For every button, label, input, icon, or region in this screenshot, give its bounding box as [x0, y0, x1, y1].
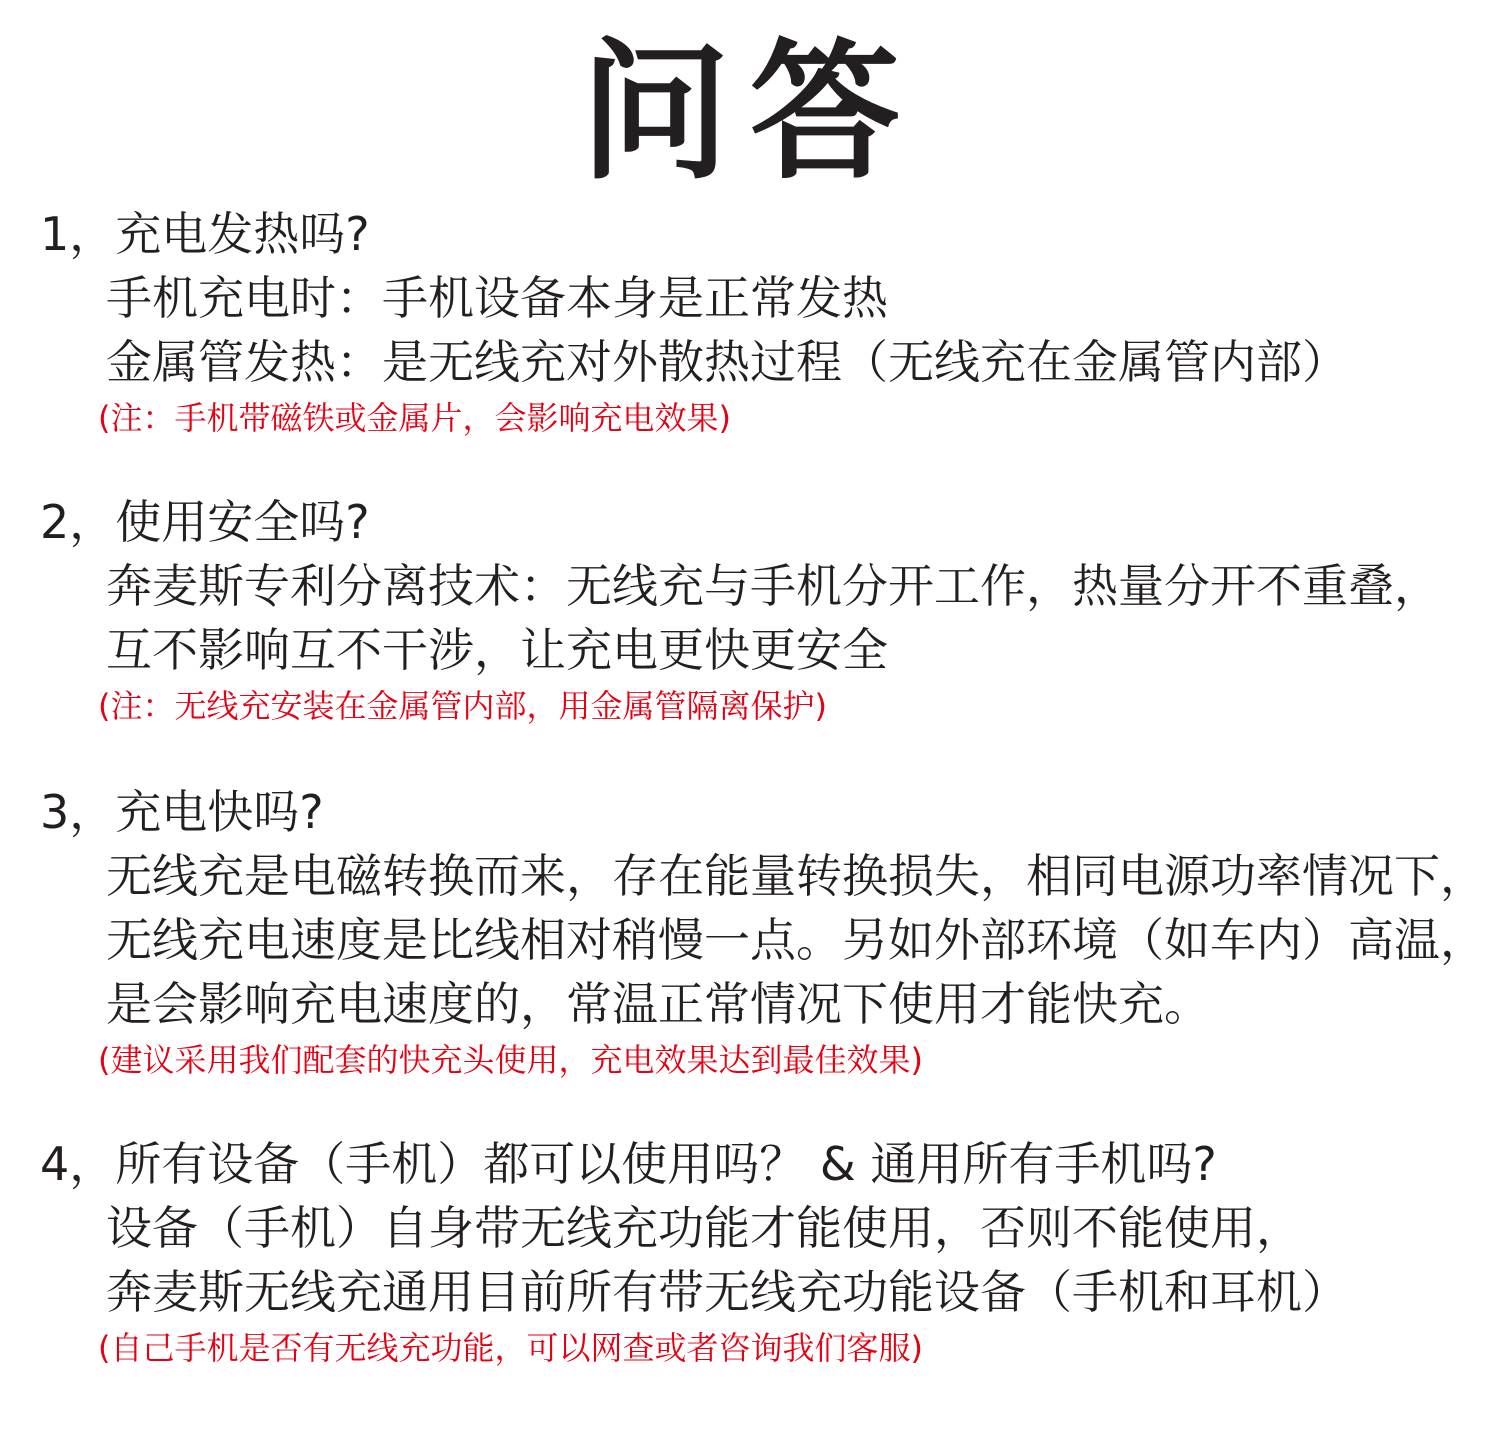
faq-answer-4-line-1: 设备（手机）自身带无线充功能才能使用，否则不能使用， — [106, 1201, 1302, 1255]
faq-question-1: 1，充电发热吗? — [40, 207, 370, 261]
faq-question-4: 4，所有设备（手机）都可以使用吗？ & 通用所有手机吗? — [40, 1137, 1217, 1191]
page-title: 问答 — [579, 26, 920, 200]
faq-answer-2-line-2: 互不影响互不干涉，让充电更快更安全 — [106, 623, 888, 677]
faq-answer-4-line-2: 奔麦斯无线充通用目前所有带无线充功能设备（手机和耳机） — [106, 1265, 1348, 1319]
faq-answer-3-line-3: 是会影响充电速度的，常温正常情况下使用才能快充。 — [106, 977, 1210, 1031]
faq-answer-1-line-2: 金属管发热：是无线充对外散热过程（无线充在金属管内部） — [106, 335, 1348, 389]
faq-note-3: (建议采用我们配套的快充头使用，充电效果达到最佳效果) — [98, 1041, 923, 1079]
faq-question-2: 2，使用安全吗? — [40, 495, 370, 549]
faq-note-1: (注：手机带磁铁或金属片，会影响充电效果) — [98, 399, 731, 437]
faq-question-3: 3，充电快吗? — [40, 785, 324, 839]
faq-answer-1-line-1: 手机充电时：手机设备本身是正常发热 — [106, 271, 888, 325]
faq-answer-3-line-1: 无线充是电磁转换而来，存在能量转换损失，相同电源功率情况下， — [106, 849, 1486, 903]
faq-answer-3-line-2: 无线充电速度是比线相对稍慢一点。另如外部环境（如车内）高温， — [106, 913, 1486, 967]
faq-note-4: (自己手机是否有无线充功能，可以网查或者咨询我们客服) — [98, 1329, 923, 1367]
faq-note-2: (注：无线充安装在金属管内部，用金属管隔离保护) — [98, 687, 827, 725]
faq-answer-2-line-1: 奔麦斯专利分离技术：无线充与手机分开工作，热量分开不重叠， — [106, 559, 1440, 613]
